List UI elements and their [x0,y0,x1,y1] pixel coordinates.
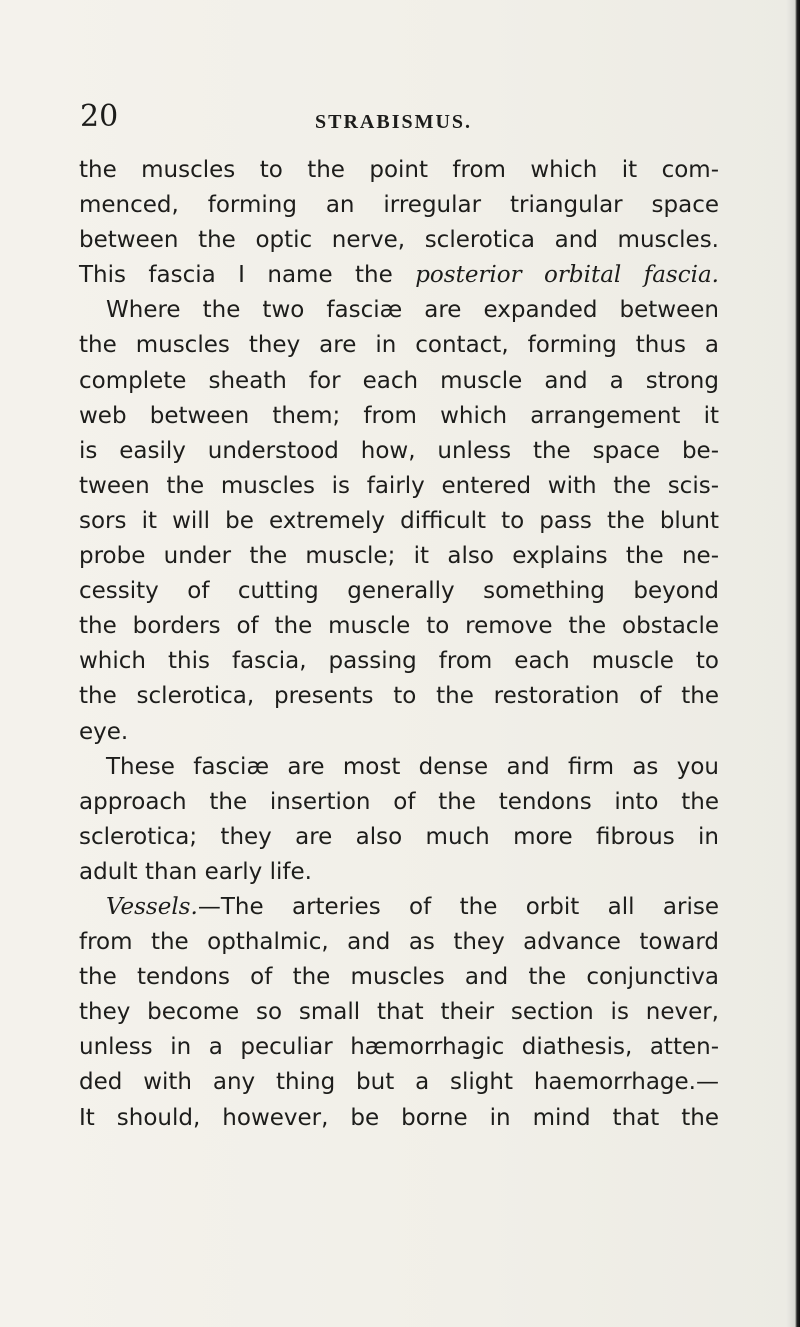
text-line: sclerotica; they are also much more fibrous in [79,823,719,850]
text-line: web between them; from which arrangement it [79,402,719,429]
text-line: from the opthalmic, and as they advance toward [79,929,719,956]
page-edge-shadow [786,0,800,1327]
text-line: These fasciæ are most dense and firm as you [106,753,719,780]
italic-heading: Vessels. [106,893,198,920]
text-line: which this fascia, passing from each muscle to [79,648,719,675]
text-line: the sclerotica, presents to the restoration of the [79,683,719,710]
text-line: the borders of the muscle to remove the obstacle [79,613,719,640]
text-line: unless in a peculiar hæmorrhagic diathesis, atten- [79,1034,719,1061]
text-line: sors it will be extremely difficult to pass the blunt [79,507,719,534]
text-line: they become so small that their section is never, [79,999,719,1026]
text-line: complete sheath for each muscle and a strong [79,367,719,394]
text-line: Where the two fasciæ are expanded between [106,297,719,324]
text-line: ded with any thing but a slight haemorrhage.— [79,1069,719,1096]
text-line: It should, however, be borne in mind that the [79,1104,719,1131]
text-line: approach the insertion of the tendons into the [79,788,719,815]
text-line: the muscles they are in contact, forming thus a [79,332,719,359]
text-line: probe under the muscle; it also explains the ne- [79,543,719,570]
text-line: adult than early life. [79,858,312,885]
text-segment: —The arteries of the orbit all arise [197,893,719,920]
running-head: STRABISMUS. [315,111,473,133]
text-line: between the optic nerve, sclerotica and muscles. [79,227,719,254]
text-line: menced, forming an irregular triangular space [79,192,719,219]
text-line: cessity of cutting generally something beyond [79,578,719,605]
text-line: tween the muscles is fairly entered with the scis- [79,472,719,499]
page-number: 20 [80,99,119,134]
text-line: the tendons of the muscles and the conjunctiva [79,964,719,991]
text-line: the muscles to the point from which it com- [79,157,719,183]
body-text [79,153,719,1136]
text-line [79,890,719,925]
text-segment: This fascia I name the [79,262,393,289]
text-line: eye. [79,718,129,745]
text-line: is easily understood how, unless the space be- [79,437,719,464]
text-line [79,258,719,293]
italic-term: posterior orbital fascia. [415,262,719,289]
